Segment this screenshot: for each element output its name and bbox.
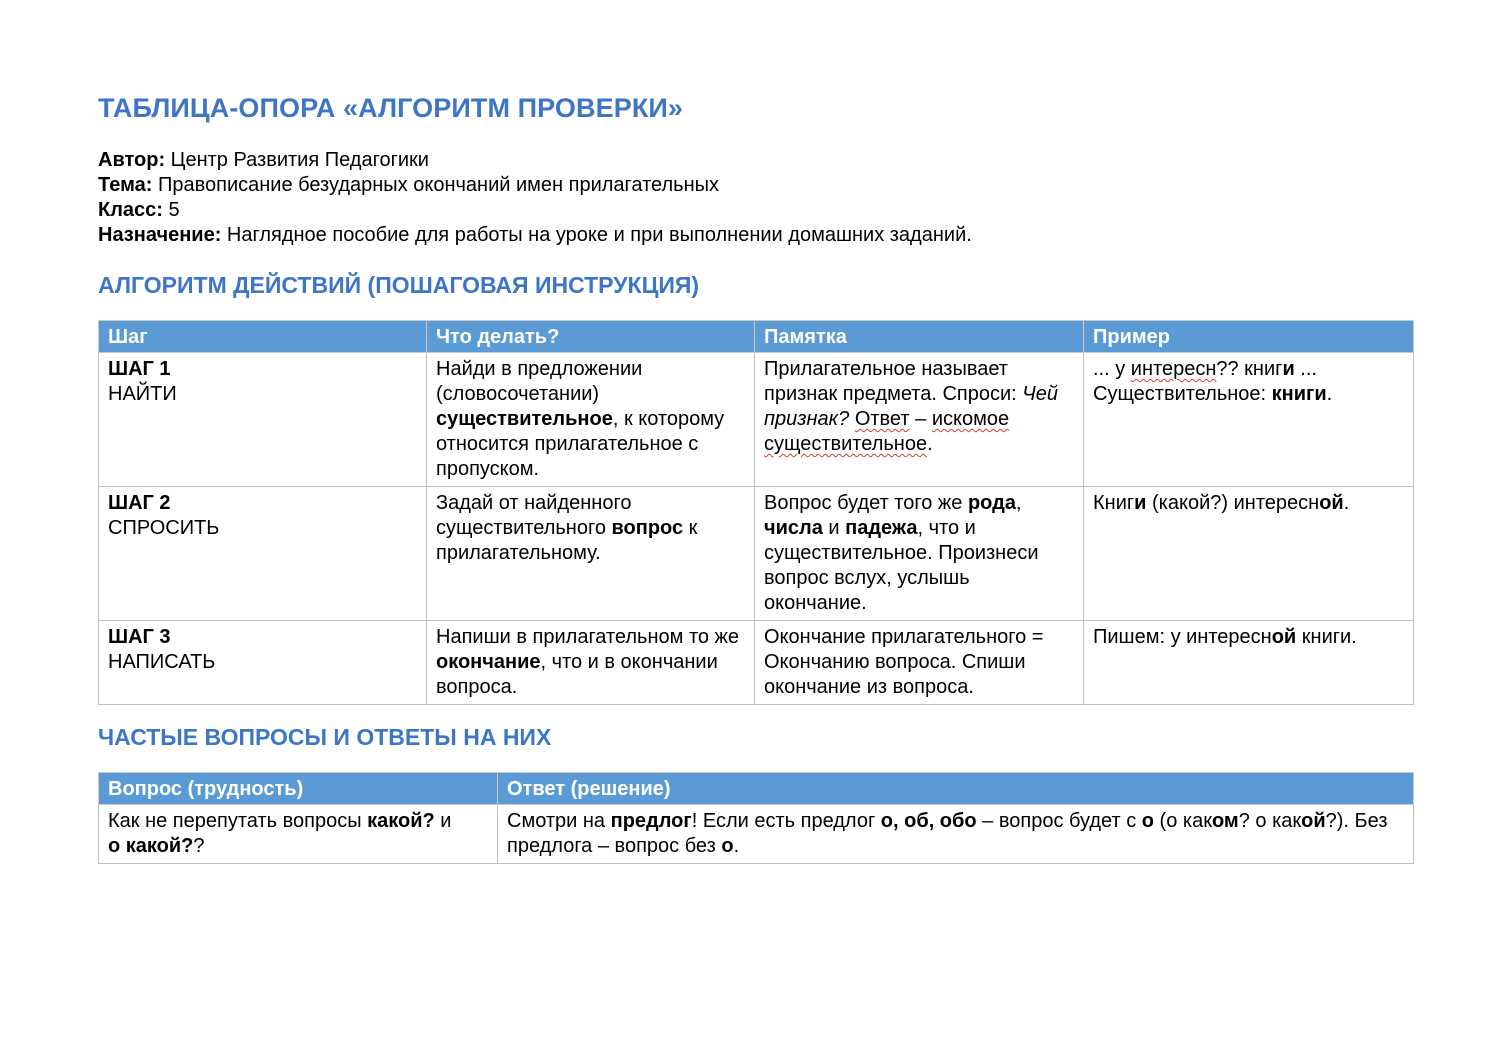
meta-grade-value: 5 xyxy=(168,199,180,221)
text-run: ?). Без предлога – вопрос без xyxy=(507,810,1388,857)
table-header-row xyxy=(99,773,1414,805)
step-action: НАПИСАТЬ xyxy=(108,651,216,673)
column-header-example: Пример xyxy=(1084,321,1414,353)
text-run-bold: и xyxy=(1134,492,1147,514)
text-run: книги. xyxy=(1296,626,1357,648)
text-run-bold: числа xyxy=(764,517,823,539)
column-header-memo: Памятка xyxy=(755,321,1084,353)
step-cell xyxy=(99,621,427,705)
text-run: и xyxy=(822,517,846,539)
step-title: ШАГ 1 xyxy=(108,358,171,380)
text-run-spellcheck: искомое xyxy=(931,408,1010,430)
meta-topic-value: Правописание безударных окончаний имен прилагательных xyxy=(157,174,719,196)
text-run: Найди в предложении (словосочетании) xyxy=(436,358,643,405)
todo-cell xyxy=(427,621,755,705)
document-meta xyxy=(98,148,972,248)
meta-grade xyxy=(98,198,972,223)
meta-author-label: Автор: xyxy=(98,149,166,171)
text-run-bold: какой? xyxy=(367,810,435,832)
text-run-spellcheck: Ответ xyxy=(854,408,910,430)
text-run: , к которому относится прилагательное с пропуском. xyxy=(436,408,725,480)
text-run: Задай от найденного существительного xyxy=(436,492,632,539)
text-run-bold: ой xyxy=(1319,492,1344,514)
column-header-question: Вопрос (трудность) xyxy=(99,773,498,805)
meta-purpose-label: Назначение: xyxy=(98,224,222,246)
text-run: Как не перепутать вопросы xyxy=(108,810,368,832)
meta-topic xyxy=(98,173,972,198)
text-run-bold: ой xyxy=(1301,810,1326,832)
text-run-spellcheck: интересн xyxy=(1130,358,1217,380)
table-row xyxy=(99,353,1414,487)
text-run-bold: падежа xyxy=(845,517,918,539)
text-run: и xyxy=(434,810,452,832)
text-run: . xyxy=(927,433,933,455)
meta-purpose-value: Наглядное пособие для работы на уроке и при выполнении домашних заданий. xyxy=(226,224,972,246)
text-run-bold: о какой? xyxy=(108,835,194,857)
text-run: . xyxy=(1326,383,1333,405)
table-row xyxy=(99,805,1414,864)
text-run: ... xyxy=(1294,358,1317,380)
text-run: Пишем: у интересн xyxy=(1093,626,1272,648)
algorithm-heading: АЛГОРИТМ ДЕЙСТВИЙ (ПОШАГОВАЯ ИНСТРУКЦИЯ) xyxy=(98,272,700,298)
step-cell xyxy=(99,487,427,621)
text-run: Вопрос будет того же xyxy=(764,492,968,514)
example-cell xyxy=(1084,487,1414,621)
text-run: ! Если есть предлог xyxy=(691,810,881,832)
memo-cell xyxy=(755,353,1084,487)
meta-topic-label: Тема: xyxy=(98,174,153,196)
step-action: НАЙТИ xyxy=(108,383,177,405)
memo-cell xyxy=(755,621,1084,705)
text-run: к прилагательному. xyxy=(436,517,698,564)
text-run-bold: предлог xyxy=(610,810,692,832)
text-run: Книг xyxy=(1093,492,1135,514)
faq-table xyxy=(98,772,1414,864)
answer-cell xyxy=(498,805,1414,864)
text-run: – xyxy=(909,408,932,430)
text-run: , что и в окончании вопроса. xyxy=(436,651,718,698)
text-run-bold: и xyxy=(1282,358,1295,380)
text-run: Смотри на xyxy=(507,810,611,832)
example-cell xyxy=(1084,353,1414,487)
text-run: ... у xyxy=(1093,358,1131,380)
text-run-bold: о xyxy=(1141,810,1154,832)
text-run: Прилагательное называет признак предмета. Спроси: xyxy=(764,358,1023,405)
text-run: – вопрос будет с xyxy=(976,810,1142,832)
step-title: ШАГ 2 xyxy=(108,492,171,514)
todo-cell xyxy=(427,353,755,487)
text-run: . xyxy=(1343,492,1350,514)
text-run-bold: существительное xyxy=(436,408,613,430)
text-run-bold: о xyxy=(721,835,734,857)
text-run: ? о как xyxy=(1238,810,1302,832)
text-run-bold: окончание xyxy=(436,651,541,673)
step-cell xyxy=(99,353,427,487)
table-header-row xyxy=(99,321,1414,353)
text-run-bold: вопрос xyxy=(611,517,684,539)
text-run: , xyxy=(1015,492,1022,514)
table-row xyxy=(99,621,1414,705)
step-action: СПРОСИТЬ xyxy=(108,517,220,539)
step-title: ШАГ 3 xyxy=(108,626,171,648)
text-run: ?? книг xyxy=(1216,358,1283,380)
text-run-italic: Чей признак? xyxy=(764,383,1058,430)
column-header-todo: Что делать? xyxy=(427,321,755,353)
text-run: Окончание прилагательного = Окончанию вопроса. Спиши окончание из вопроса. xyxy=(764,626,1044,698)
text-run: . xyxy=(733,835,740,857)
text-run: , что и существительное. Произнеси вопрос вслух, услышь окончание. xyxy=(764,517,1039,614)
meta-author xyxy=(98,148,972,173)
text-run: (о как xyxy=(1153,810,1212,832)
text-run-bold: книги xyxy=(1271,383,1327,405)
column-header-step: Шаг xyxy=(99,321,427,353)
example-cell xyxy=(1084,621,1414,705)
algorithm-table xyxy=(98,320,1414,705)
table-row xyxy=(99,487,1414,621)
text-run-spellcheck: существительное xyxy=(764,433,928,455)
text-run-bold: ом xyxy=(1211,810,1239,832)
text-run: Существительное: xyxy=(1093,383,1272,405)
document-title: ТАБЛИЦА-ОПОРА «АЛГОРИТМ ПРОВЕРКИ» xyxy=(98,93,684,123)
text-run-bold: о, об, обо xyxy=(880,810,977,832)
question-cell xyxy=(99,805,498,864)
text-run: ? xyxy=(193,835,205,857)
text-run: Напиши в прилагательном то же xyxy=(436,626,740,648)
meta-purpose xyxy=(98,223,972,248)
text-run-bold: ой xyxy=(1271,626,1297,648)
memo-cell xyxy=(755,487,1084,621)
meta-author-value: Центр Развития Педагогики xyxy=(170,149,429,171)
text-run-bold: рода xyxy=(967,492,1016,514)
faq-heading: ЧАСТЫЕ ВОПРОСЫ И ОТВЕТЫ НА НИХ xyxy=(98,724,552,750)
text-run: (какой?) интересн xyxy=(1146,492,1320,514)
meta-grade-label: Класс: xyxy=(98,199,163,221)
column-header-answer: Ответ (решение) xyxy=(498,773,1414,805)
todo-cell xyxy=(427,487,755,621)
